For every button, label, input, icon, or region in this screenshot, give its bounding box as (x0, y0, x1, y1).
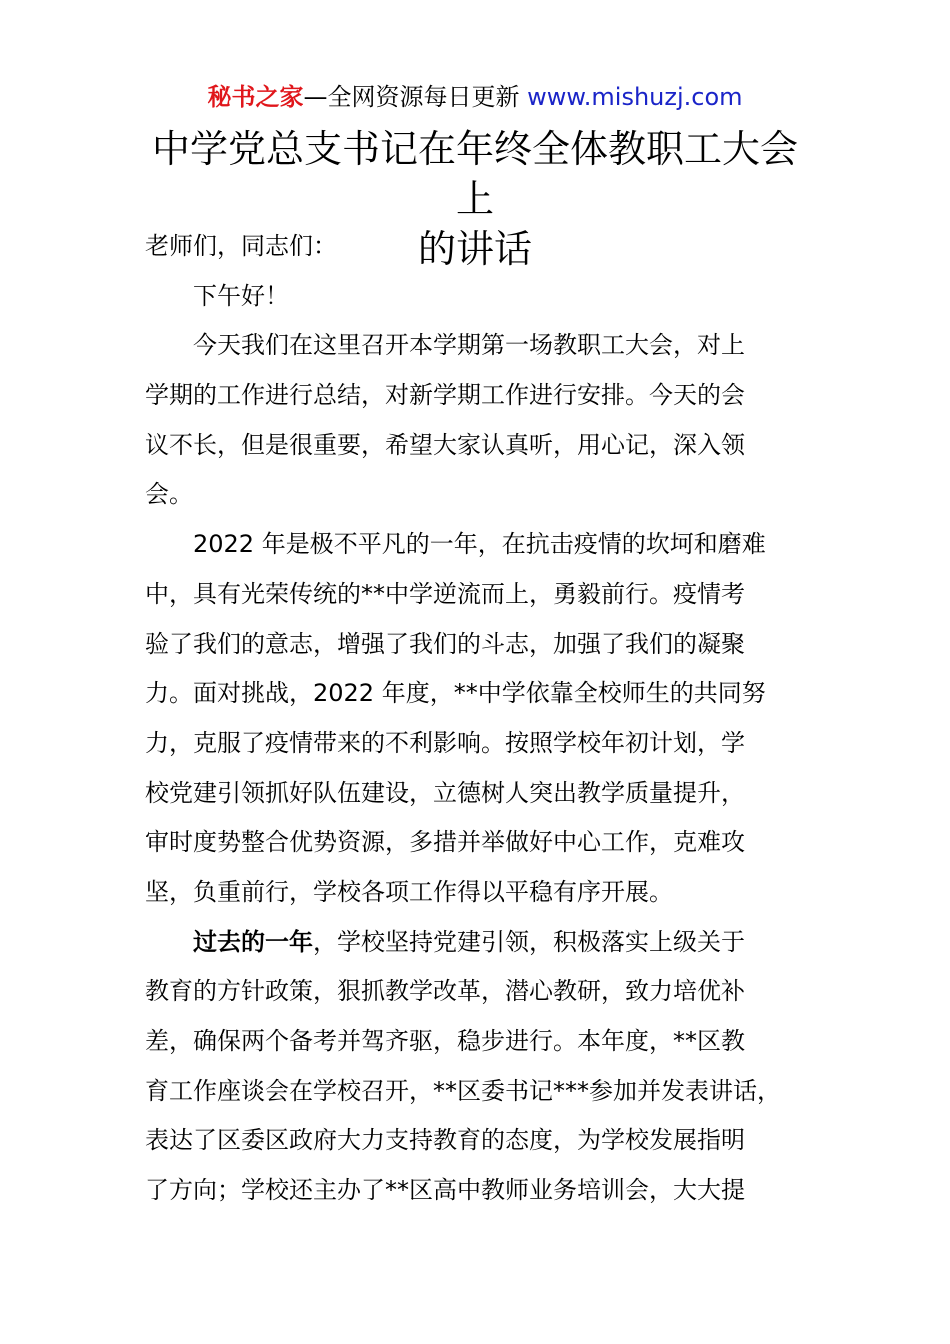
salutation: 老师们，同志们： (145, 232, 337, 260)
paragraph-line: 今天我们在这里召开本学期第一场教职工大会，对上 (193, 331, 745, 360)
document-body (145, 222, 820, 1216)
paragraph-line: 表达了区委区政府大力支持教育的态度，为学校发展指明 (145, 1126, 745, 1155)
paragraph-line: 会。 (145, 480, 193, 509)
brand-name: 秘书之家 (207, 83, 304, 111)
paragraph-line: 议不长，但是很重要，希望大家认真听，用心记，深入领 (145, 430, 745, 459)
title-line: 的讲话 (417, 227, 532, 271)
site-url[interactable]: www.mishuzj.com (527, 83, 743, 111)
paragraph-line: 学期的工作进行总结，对新学期工作进行安排。今天的会 (145, 381, 745, 410)
site-header (0, 80, 950, 114)
paragraph-line: 2022 年是极不平凡的一年，在抗击疫情的坎坷和磨难 (193, 530, 766, 559)
paragraph-line: 了方向；学校还主办了**区高中教师业务培训会，大大提 (145, 1176, 745, 1205)
paragraph-intro (145, 321, 820, 520)
bold-lead: 过去的一年 (193, 927, 313, 956)
title-line: 中学党总支书记在年终全体教职工大会上 (151, 127, 798, 221)
paragraph-2022 (145, 520, 820, 918)
paragraph-line: 中，具有光荣传统的**中学逆流而上，勇毅前行。疫情考 (145, 579, 745, 608)
paragraph-line: 校党建引领抓好队伍建设，立德树人突出教学质量提升， (145, 778, 745, 807)
paragraph-line: 坚，负重前行，学校各项工作得以平稳有序开展。 (145, 877, 673, 906)
greeting: 下午好！ (193, 281, 289, 310)
paragraph-line: 力，克服了疫情带来的不利影响。按照学校年初计划，学 (145, 728, 745, 757)
paragraph-line: 差，确保两个备考并驾齐驱，稳步进行。本年度，**区教 (145, 1027, 745, 1055)
paragraph-line: 育工作座谈会在学校召开，**区委书记***参加并发表讲话， (145, 1076, 781, 1105)
header-slogan: —全网资源每日更新 (303, 83, 520, 111)
paragraph-line: 审时度势整合优势资源，多措并举做好中心工作，克难攻 (145, 828, 745, 857)
paragraph-line: 力。面对挑战，2022 年度，**中学依靠全校师生的共同努 (145, 679, 766, 708)
paragraph-line: 教育的方针政策，狠抓教学改革，潜心教研，致力培优补 (145, 977, 745, 1006)
paragraph-past-year (145, 918, 820, 1216)
lead-rest: ，学校坚持党建引领，积极落实上级关于 (313, 927, 745, 956)
paragraph-line (145, 918, 820, 968)
paragraph-line: 验了我们的意志，增强了我们的斗志，加强了我们的凝聚 (145, 629, 745, 658)
